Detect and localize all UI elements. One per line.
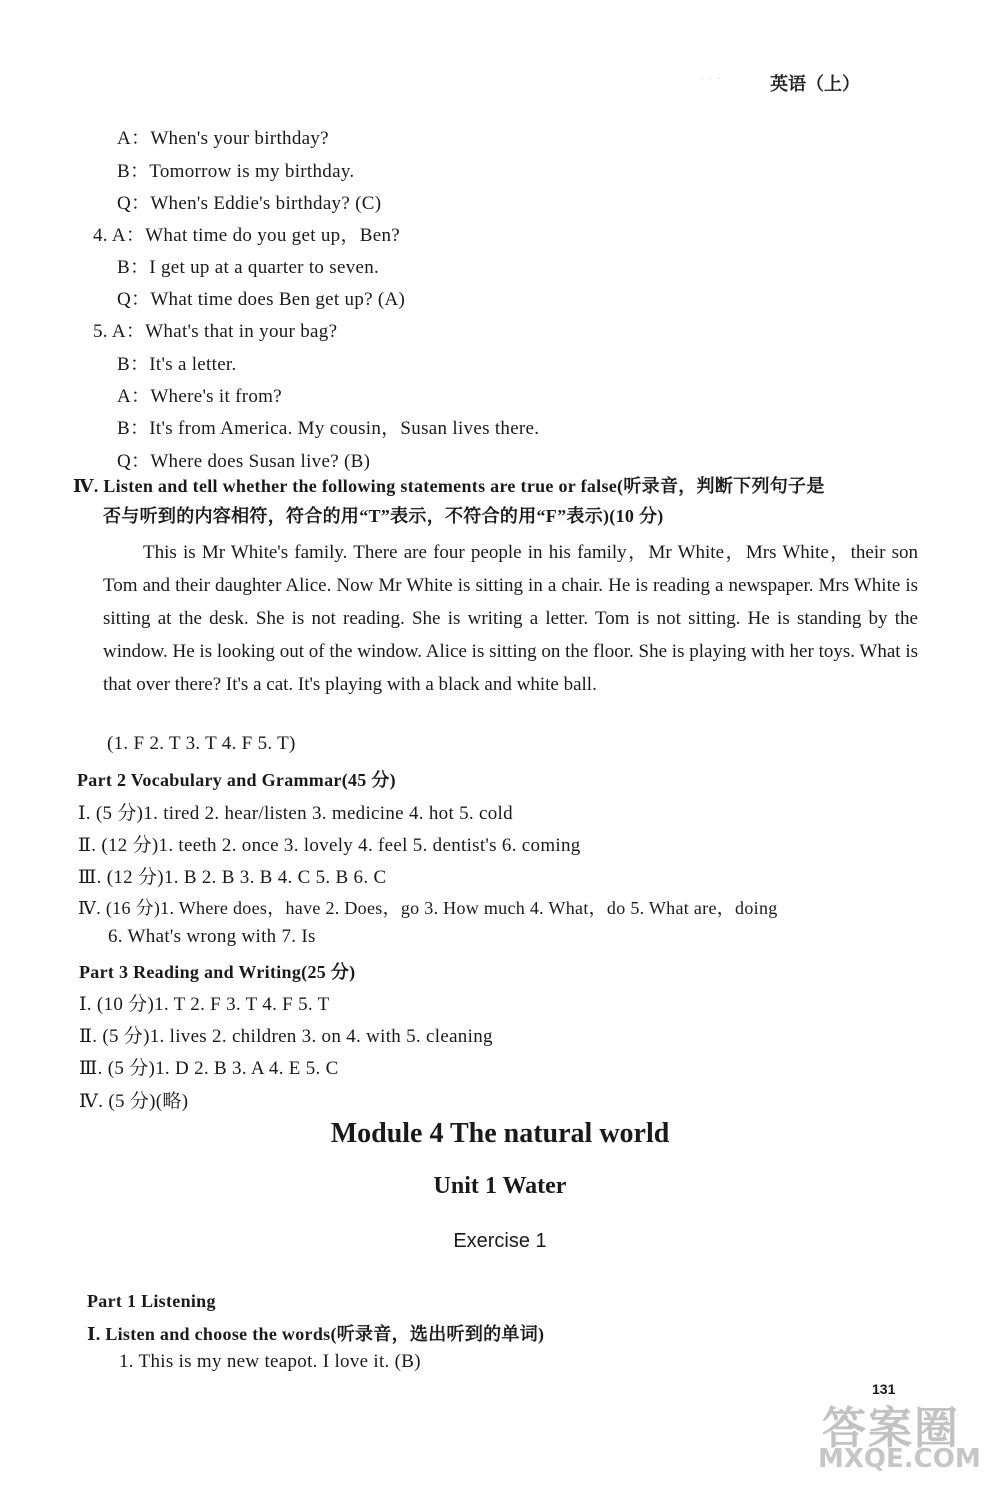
section-iv-title-cont: 否与听到的内容相符，符合的用“T”表示，不符合的用“F”表示)(10 分) <box>103 506 664 526</box>
section-iv-answers: (1. F 2. T 3. T 4. F 5. T) <box>107 733 296 754</box>
header-decoration: · · · <box>700 72 721 87</box>
dialogue-line: A：Where's it from? <box>117 386 282 407</box>
part2-title: Part 2 Vocabulary and Grammar(45 分) <box>77 770 396 790</box>
answer-line: 1. This is my new teapot. I love it. (B) <box>119 1351 421 1372</box>
dialogue-line: Q：Where does Susan live? (B) <box>117 451 371 472</box>
part1-title: Part 1 Listening <box>87 1291 216 1311</box>
dialogue-line: B：I get up at a quarter to seven. <box>117 257 380 278</box>
module-heading: Module 4 The natural world <box>330 1118 670 1149</box>
answer-line: 6. What's wrong with 7. Is <box>108 926 316 947</box>
watermark-url: MXQE.COM <box>818 1444 981 1474</box>
passage-text: This is Mr White's family. There are four people in his family，Mr White，Mrs White，their son Tom and their daughter Alice. Now Mr White is sitting in a chair. He is reading a newspaper. Mrs White is sitting at the desk. She is not reading. She is writing a letter. Tom is not sitting. He is standing by the window. He is looking out of the window. Alice is sitting on the floor. She is playing with her toys. What is that over there? It's a cat. It's playing with a black and white ball. <box>103 542 918 695</box>
part3-title: Part 3 Reading and Writing(25 分) <box>79 962 356 982</box>
dialogue-line: Q：When's Eddie's birthday? (C) <box>117 193 382 214</box>
answer-line: Ⅲ. (12 分)1. B 2. B 3. B 4. C 5. B 6. C <box>78 867 387 888</box>
dialogue-line: A：When's your birthday? <box>117 128 329 149</box>
part1-section-i-title: Ⅰ. Listen and choose the words(听录音，选出听到的单词) <box>87 1324 545 1344</box>
answer-line: Ⅰ. (10 分)1. T 2. F 3. T 4. F 5. T <box>79 994 330 1015</box>
answer-line: Ⅳ. (16 分)1. Where does，have 2. Does，go 3. How much 4. What，do 5. What are，doing <box>78 898 778 918</box>
answer-line: Ⅱ. (5 分)1. lives 2. children 3. on 4. with 5. cleaning <box>79 1026 493 1047</box>
dialogue-line: 4. A：What time do you get up，Ben? <box>93 225 400 246</box>
watermark-logo <box>810 1392 990 1482</box>
dialogue-line: B：Tomorrow is my birthday. <box>117 161 355 182</box>
page-number: 131 <box>872 1381 896 1397</box>
answer-line: Ⅲ. (5 分)1. D 2. B 3. A 4. E 5. C <box>79 1058 339 1079</box>
dialogue-line: 5. A：What's that in your bag? <box>93 321 338 342</box>
answer-line: Ⅱ. (12 分)1. teeth 2. once 3. lovely 4. feel 5. dentist's 6. coming <box>78 835 581 856</box>
dialogue-line: Q：What time does Ben get up? (A) <box>117 289 406 310</box>
answer-line: Ⅰ. (5 分)1. tired 2. hear/listen 3. medicine 4. hot 5. cold <box>78 803 513 824</box>
watermark-text: 答案圈 <box>822 1403 960 1454</box>
dialogue-line: B：It's a letter. <box>117 354 237 375</box>
section-iv-title: Ⅳ. Listen and tell whether the following statements are true or false(听录音，判断下列句子是 <box>73 476 825 496</box>
exercise-heading: Exercise 1 <box>453 1230 547 1252</box>
page-header-title: 英语（上） <box>770 74 860 95</box>
passage-paragraph <box>103 536 918 701</box>
dialogue-line: B：It's from America. My cousin，Susan lives there. <box>117 418 540 439</box>
answer-line: Ⅳ. (5 分)(略) <box>79 1091 189 1112</box>
unit-heading: Unit 1 Water <box>433 1173 567 1199</box>
